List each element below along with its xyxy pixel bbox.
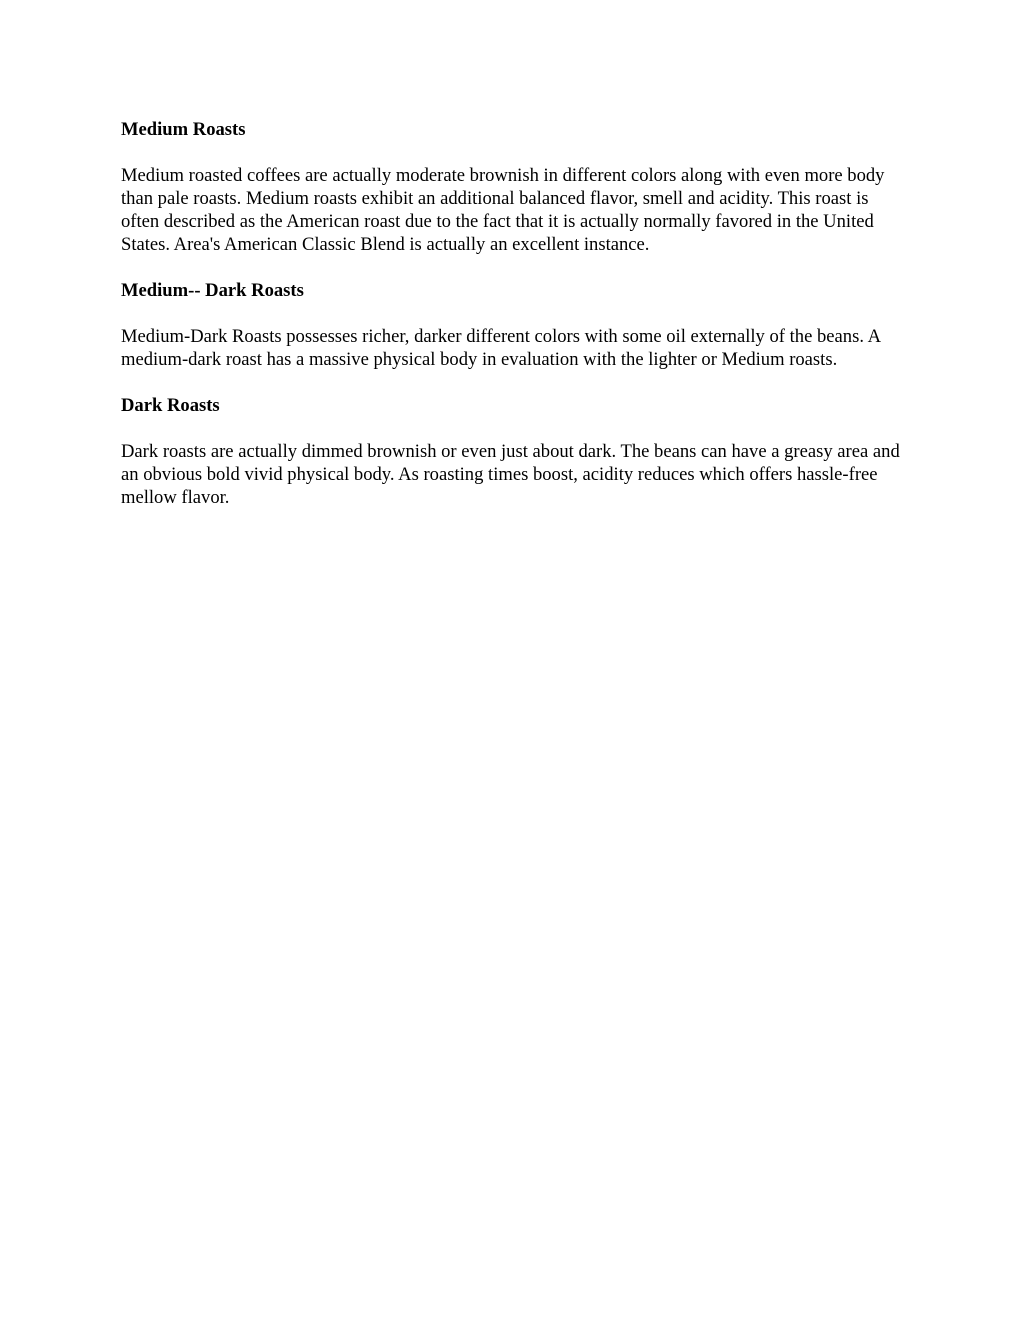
section-heading: Medium Roasts (121, 119, 246, 140)
section-medium-dark-roasts (121, 279, 911, 371)
section-body: Medium roasted coffees are actually moderate brownish in different colors along with even more body than pale roasts. Medium roasts exhibit an additional balanced flavor, smell and acidity. This roast is often described as the American roast due to the fact that it is actually normally favored in the United States. Area's American Classic Blend is actually an excellent instance. (121, 165, 885, 255)
document-page (121, 118, 911, 532)
section-heading: Medium-- Dark Roasts (121, 280, 304, 301)
section-medium-roasts (121, 118, 911, 256)
section-body: Medium-Dark Roasts possesses richer, darker different colors with some oil externally of the beans. A medium-dark roast has a massive physical body in evaluation with the lighter or Medium roasts. (121, 326, 881, 370)
section-heading: Dark Roasts (121, 395, 220, 416)
section-dark-roasts (121, 394, 911, 509)
section-body: Dark roasts are actually dimmed brownish or even just about dark. The beans can have a greasy area and an obvious bold vivid physical body. As roasting times boost, acidity reduces which offers hassle-free mellow flavor. (121, 441, 900, 508)
